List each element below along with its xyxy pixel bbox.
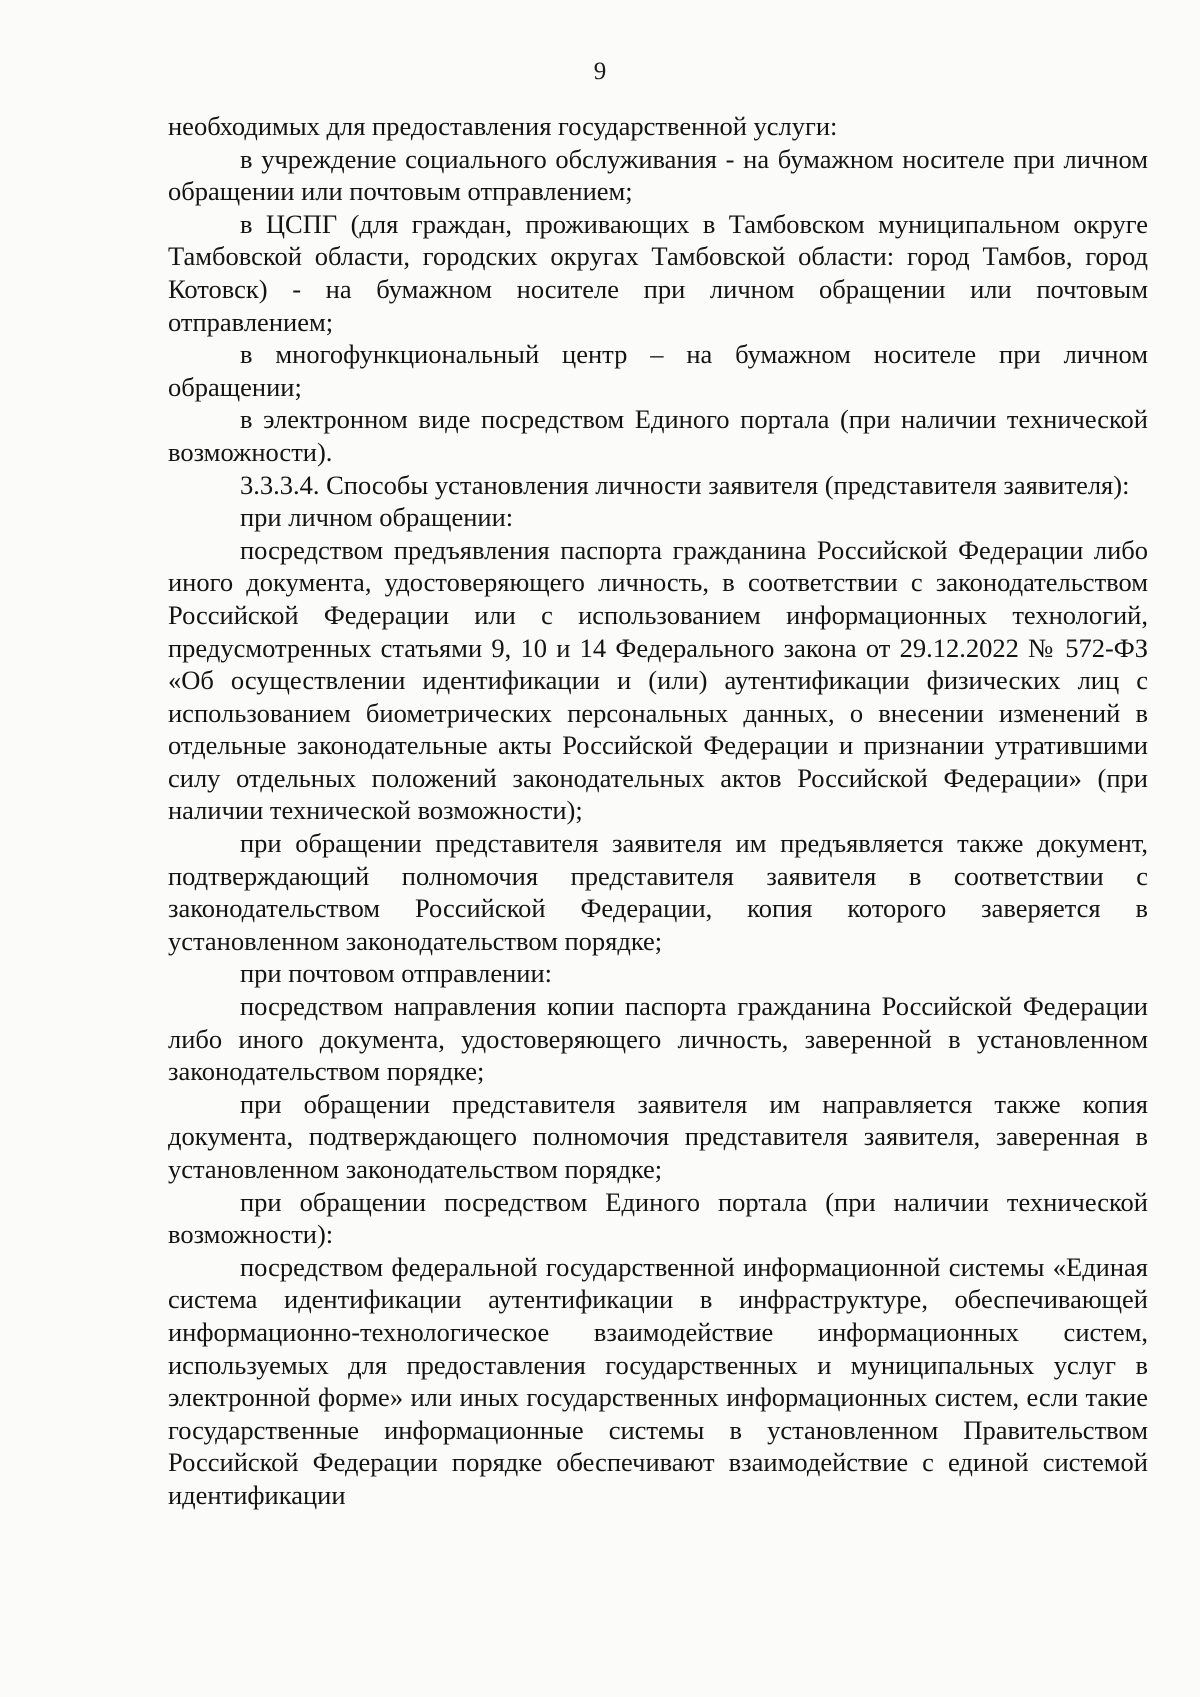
paragraph-passport: посредством предъявления паспорта гражданина Российской Федерации либо иного документа, удостоверяющего личность, в соответствии с законодательством Российской Федерации или с использованием информационных технологий, предусмотренных статьями 9, 10 и 14 Федерального закона от 29.12.2022 № 572-ФЗ «Об осуществлении идентификации и (или) аутентификации физических лиц с использованием биометрических персональных данных, о внесении изменений в отдельные законодательные акты Российской Федерации и признании утратившими силу отдельных положений законодательных актов Российской Федерации» (при наличии технической возможности); <box>168 534 1148 826</box>
paragraph-intro: необходимых для предоставления государственной услуги: <box>168 111 838 141</box>
paragraph-representative: при обращении представителя заявителя им предъявляется также документ, подтверждающий полномочия представителя заявителя в соответствии с законодательством Российской Федерации, копия которого заверяется в установленном законодательством порядке; <box>168 828 1148 956</box>
paragraph-postal: при почтовом отправлении: <box>240 958 552 989</box>
document-body <box>168 110 1148 1512</box>
paragraph-unified-portal: при обращении посредством Единого портала (при наличии технической возможности): <box>168 1186 1148 1250</box>
paragraph-personal-visit: при личном обращении: <box>240 502 514 533</box>
paragraph-representative-copy: при обращении представителя заявителя им направляется также копия документа, подтверждающего полномочия представителя заявителя, заверенная в установленном законодательством порядке; <box>168 1088 1148 1184</box>
paragraph-electronic: в электронном виде посредством Единого портала (при наличии технической возможности). <box>168 404 1148 467</box>
paragraph-section-heading: 3.3.3.4. Способы установления личности заявителя (представителя заявителя): <box>240 469 1130 500</box>
paragraph-cspg: в ЦСПГ (для граждан, проживающих в Тамбовском муниципальном округе Тамбовской области, городских округах Тамбовской области: город Тамбов, город Котовск) - на бумажном носителе при личном обращении или почтовым отправлением; <box>168 208 1148 337</box>
paragraph-mfc: в многофункциональный центр – на бумажном носителе при личном обращении; <box>168 339 1148 402</box>
paragraph-esia: посредством федеральной государственной информационной системы «Единая система идентификации аутентификации в инфраструктуре, обеспечивающей информационно-технологическое взаимодействие информационных систем, используемых для предоставления государственных и муниципальных услуг в электронной форме» или иных государственных информационных систем, если такие государственные информационные системы в установленном Правительством Российской Федерации порядке обеспечивают взаимодействие с единой системой идентификации <box>168 1251 1148 1510</box>
paragraph-passport-copy: посредством направления копии паспорта гражданина Российской Федерации либо иного документа, удостоверяющего личность, заверенной в установленном законодательством порядке; <box>168 991 1148 1087</box>
paragraph-social-service: в учреждение социального обслуживания - на бумажном носителе при личном обращении или почтовым отправлением; <box>168 143 1148 207</box>
page-number: 9 <box>593 58 607 85</box>
